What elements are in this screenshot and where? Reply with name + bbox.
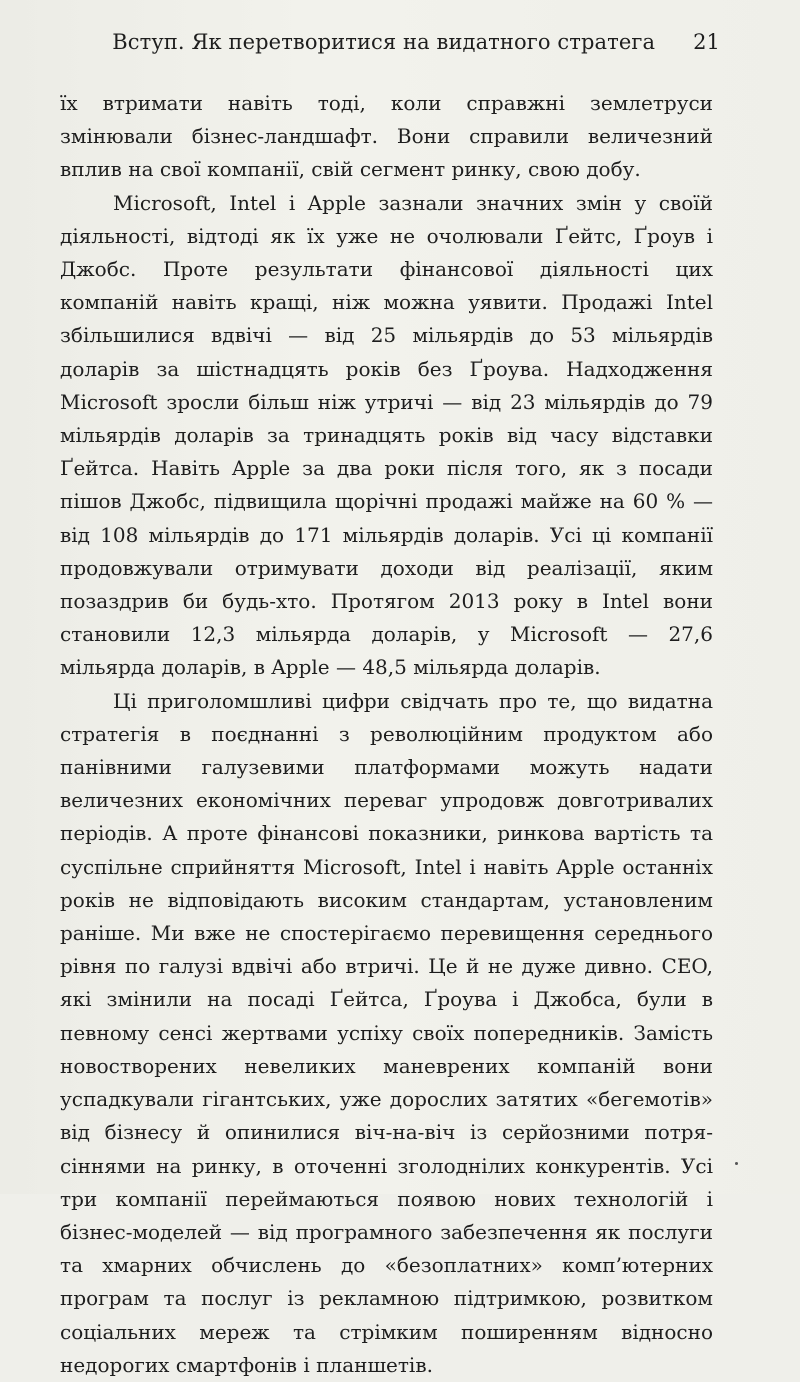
paragraph-financial-results: Microsoft, Intel і Apple зазнали значних змін у своїй діяльності, відтоді як їх уже не очолювали Ґейтс, Ґроув і Джобс. Проте результати фінансової діяльності цих компаній навіть кращі, ніж можна уявити. Продажі Intel збільшилися вдвічі — від 25 мільярдів до 53 мільярдів доларів за шістнадцять років без Ґроува. Надходження Microsoft зросли більш ніж утричі — від 23 мільярдів до 79 мільярдів доларів за тринадцять років від часу відставки Ґейтса. Навіть Apple за два роки після того, як з посади пішов Джобс, підвищила щорічні продажі майже на 60 % — від 108 мільярдів до 171 мільярдів доларів. Усі ці компанії продовжували отримувати доходи від реалізації, яким позаздрив би будь-хто. Протягом 2013 року в Intel вони становили 12,3 мільярда доларів, у Microsoft — 27,6 мільярда доларів, в Apple — 48,5 мільярда доларів.	[60, 190, 713, 680]
page-number: 21	[693, 30, 720, 54]
running-title: Вступ. Як перетворитися на видатного стратега	[112, 30, 656, 54]
page-speck	[735, 1162, 738, 1165]
paragraph-strategy-analysis: Ці приголомшливі цифри свідчать про те, що видатна стратегія в поєднанні з революційним продуктом або панівними галузевими платформами можуть надати величезних економічних переваг упродовж довготривалих періодів. А проте фінансові показники, ринкова вартість та суспільне сприйняття Microsoft, Intel і навіть Apple останніх років не відповідають високим стандартам, установленим раніше. Ми вже не спостерігаємо перевищення середнього рівня по галузі вдвічі або втричі. Це й не дуже дивно. CEO, які змінили на посаді Ґейтса, Ґроува і Джобса, були в певному сенсі жертвами успіху своїх попередників. Замість новостворених невеликих маневрених компаній вони успадкували гігантських, уже дорослих затятих «бегемотів» від бізнесу й опинилися віч-на-віч із серйозними потрясіннями на ринку, в оточенні зголоднілих конкурентів. Усі три компанії переймаються появою нових технологій і бізнес-моделей — від програмного забезпечення як послуги та хмарних обчислень до «безоплатних» комп’ютерних програм та послуг із рекламною підтримкою, розвитком соціальних мереж та стрімким поширенням відносно недорогих смартфонів і планшетів.	[60, 688, 713, 1377]
body-text	[60, 87, 713, 1382]
running-head	[60, 30, 720, 54]
paragraph-continued: їх втримати навіть тоді, коли справжні землетруси змінювали бізнес-ландшафт. Вони справили величезний вплив на свої компанії, свій сегмент ринку, свою добу.	[60, 91, 713, 182]
